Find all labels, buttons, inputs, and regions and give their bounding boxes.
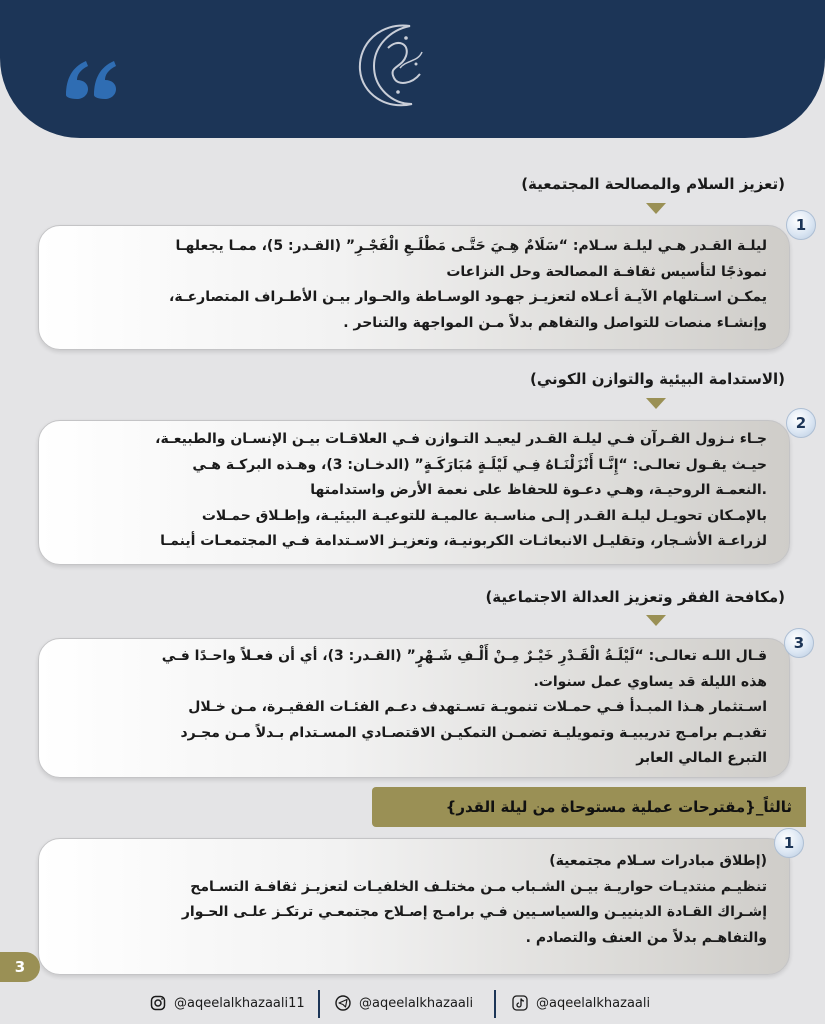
- text-line: والتفاهـم بدلاً من العنف والتصادم .: [525, 929, 767, 946]
- text-line: نموذجًا لتأسيس ثقافـة المصالحة وحل النزاعات: [446, 263, 767, 280]
- section-card-poverty: [38, 638, 790, 778]
- proposal-card: [38, 838, 790, 975]
- text-line: قـال اللـه تعالـى: “لَيْلَـةُ الْقَـدْرِ خَيْـرٌ مِـنْ أَلْـفِ شَـهْرٍ” (القـدر: 3)، أي أن فعـلاً واحـدًا فـي: [161, 648, 767, 664]
- section-heading-poverty: (مكافحة الفقر وتعزيز العدالة الاجتماعية): [485, 588, 785, 606]
- text-line: جـاء نـزول القـرآن فـي ليلـة القـدر ليعيـد التـوازن فـي العلاقـات بيـن الإنسـان والطبيعـة،: [155, 431, 767, 447]
- text-line: إشـراك القـادة الدينييـن والسياسـيين فـي برامـج إصـلاح مجتمعـي ترتكـز علـى الحـوار: [181, 904, 767, 920]
- section-body-environment: [59, 427, 767, 555]
- proposal-title: (إطلاق مبادرات سـلام مجتمعية): [549, 853, 767, 869]
- instagram-handle: @aqeelalkhazaali11: [174, 995, 305, 1011]
- section-body-peace: [59, 234, 767, 336]
- telegram-link[interactable]: [335, 988, 473, 1018]
- footer-divider: [494, 990, 496, 1018]
- chevron-down-icon: [645, 614, 667, 628]
- text-line: ليلـة القـدر هـي ليلـة سـلام: “سَلَامٌ هِـيَ حَتَّـى مَطْلَـعِ الْفَجْـرِ” (القـدر: 5)، ممـا يجعلهـا: [175, 238, 767, 254]
- section-number-badge: 1: [786, 210, 816, 240]
- chevron-down-icon: [645, 397, 667, 411]
- text-line: حيـث يقـول تعالـى: “إِنَّـا أَنْزَلْنَـاهُ فِـي لَيْلَـةٍ مُبَارَكَـةٍ” (الدخـان: 3)، وهـذه البركـة هـي: [192, 456, 767, 473]
- telegram-handle: @aqeelalkhazaali: [359, 995, 474, 1011]
- tiktok-link[interactable]: [512, 988, 650, 1018]
- chevron-down-icon: [645, 202, 667, 216]
- header-banner: [0, 0, 825, 138]
- section-number-badge: 2: [786, 408, 816, 438]
- part-three-title-bar: [372, 787, 806, 827]
- footer-divider: [318, 990, 320, 1018]
- tiktok-icon: [512, 995, 528, 1011]
- proposal-body: [59, 849, 767, 951]
- section-card-environment: [38, 420, 790, 565]
- text-line: لزراعـة الأشـجار، وتقليـل الانبعاثـات الكربونيـة، وتعزيـز الاسـتدامة فـي المجتمعـات أينمـا: [160, 533, 767, 549]
- text-line: التبرع المالي العابر: [636, 750, 767, 766]
- page-number-badge: 3: [0, 952, 40, 982]
- section-heading-environment: (الاستدامة البيئية والتوازن الكوني): [529, 370, 785, 388]
- section-body-poverty: [59, 644, 767, 772]
- social-footer: [0, 982, 825, 1024]
- instagram-icon: [150, 995, 166, 1011]
- proposal-number-badge: 1: [774, 828, 804, 858]
- quote-icon: [62, 55, 122, 105]
- text-line: تقديـم برامـج تدريبيـة وتمويليـة تضمـن التمكيـن الاقتصـادي المسـتدام بـدلاً مـن مجـرد: [180, 724, 767, 741]
- ramadan-crescent-logo: [340, 8, 450, 118]
- part-three-title: ثالثاً_{مقترحات عملية مستوحاة من ليلة القدر}: [445, 798, 792, 816]
- text-line: بالإمـكان تحويـل ليلـة القـدر إلـى مناسـبة عالميـة للتوعيـة البيئيـة، وإطـلاق حمـلات: [201, 507, 767, 524]
- section-heading-peace: (تعزيز السلام والمصالحة المجتمعية): [521, 175, 785, 193]
- text-line: اسـتثمار هـذا المبـدأ فـي حمـلات تنمويـة تسـتهدف دعـم الفئـات الفقيـرة، مـن خـلال: [188, 699, 767, 715]
- text-line: تنظيـم منتديـات حواريـة بيـن الشـباب مـن مختلـف الخلفيـات لتعزيـز ثقافـة التسـامح: [190, 878, 767, 895]
- section-card-peace: [38, 225, 790, 350]
- instagram-link[interactable]: [150, 988, 305, 1018]
- section-number-badge: 3: [784, 628, 814, 658]
- telegram-icon: [335, 995, 351, 1011]
- text-line: يمكـن اسـتلهام الآيـة أعـلاه لتعزيـز جهـود الوسـاطة والحـوار بيـن الأطـراف المتصارعـة،: [169, 289, 767, 305]
- text-line: وإنشـاء منصات للتواصل والتفاهم بدلاً مـن المواجهة والتناحر .: [343, 314, 767, 331]
- tiktok-handle: @aqeelalkhazaali: [536, 995, 651, 1011]
- text-line: .النعمـة الروحيـة، وهـي دعـوة للحفاظ على نعمة الأرض واستدامتها: [310, 482, 767, 498]
- text-line: هذه الليلة قد يساوي عمل سنوات.: [533, 673, 767, 690]
